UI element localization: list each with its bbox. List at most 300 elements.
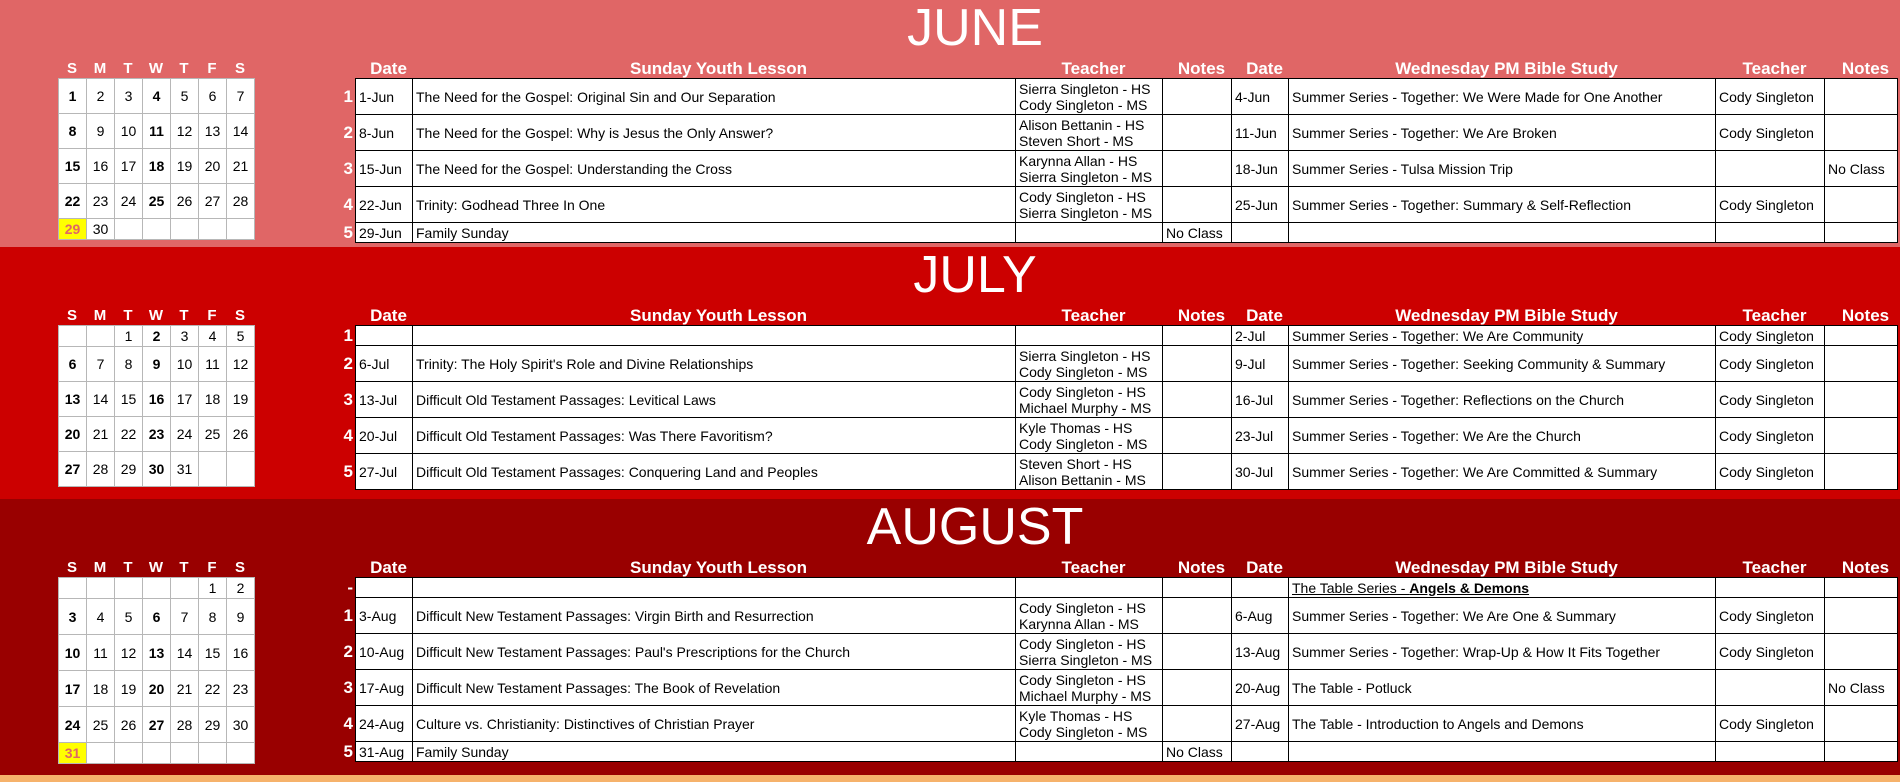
calendar-day: 20	[143, 671, 171, 707]
calendar-day: 15	[115, 382, 143, 417]
study-title: Summer Series - Together: We Are Broken	[1289, 115, 1716, 151]
calendar-day	[115, 743, 143, 764]
month-title: AUGUST	[866, 498, 1084, 556]
calendar-day	[115, 578, 143, 599]
calendar-week	[59, 382, 255, 417]
study-notes	[1825, 115, 1898, 151]
study-date	[1232, 578, 1289, 598]
lesson-teachers	[1016, 382, 1163, 418]
study-teacher	[1716, 742, 1825, 762]
schedule-row	[338, 223, 1898, 243]
teacher-name: Karynna Allan - HS	[1019, 152, 1138, 169]
lesson-date: 17-Aug	[356, 670, 413, 706]
lesson-date: 8-Jun	[356, 115, 413, 151]
lesson-title: Difficult Old Testament Passages: Levitical Laws	[413, 382, 1016, 418]
calendar-day	[87, 326, 115, 347]
row-number: 3	[343, 677, 353, 697]
calendar-day: 8	[199, 599, 227, 635]
lesson-title: The Need for the Gospel: Understanding the Cross	[413, 151, 1016, 187]
header-notes: Notes	[1177, 306, 1226, 325]
lesson-title	[413, 578, 1016, 598]
calendar-day	[143, 743, 171, 764]
study-date: 20-Aug	[1232, 670, 1289, 706]
lesson-teachers	[1016, 346, 1163, 382]
weekday-label: T	[123, 60, 133, 77]
study-date: 27-Aug	[1232, 706, 1289, 742]
calendar-day	[143, 578, 171, 599]
header-date: Date	[370, 306, 407, 325]
calendar-week	[59, 79, 255, 114]
weekday-label: W	[148, 60, 164, 77]
calendar-day: 31	[59, 743, 87, 764]
study-teacher: Cody Singleton	[1716, 382, 1825, 418]
teacher-name: Cody Singleton - HS	[1019, 188, 1146, 205]
calendar-day: 21	[87, 417, 115, 452]
row-number: 5	[343, 222, 353, 242]
lesson-date: 24-Aug	[356, 706, 413, 742]
calendar-day: 18	[87, 671, 115, 707]
weekday-label: M	[93, 60, 107, 77]
study-date: 2-Jul	[1232, 326, 1289, 346]
schedule-row	[338, 454, 1898, 490]
calendar-day	[171, 219, 199, 240]
study-date: 16-Jul	[1232, 382, 1289, 418]
june-section	[0, 0, 1900, 247]
lesson-date: 1-Jun	[356, 79, 413, 115]
weekday-label: M	[93, 307, 107, 324]
header-lesson: Sunday Youth Lesson	[630, 306, 807, 325]
study-date: 30-Jul	[1232, 454, 1289, 490]
lesson-notes	[1163, 151, 1232, 187]
calendar-week	[59, 578, 255, 599]
study-title: Summer Series - Together: Summary & Self-Reflection	[1289, 187, 1716, 223]
calendar-day	[143, 219, 171, 240]
lesson-teachers	[1016, 418, 1163, 454]
calendar-day	[59, 578, 87, 599]
calendar-day: 1	[199, 578, 227, 599]
calendar-day: 3	[59, 599, 87, 635]
calendar-day: 19	[227, 382, 255, 417]
calendar-day	[227, 452, 255, 487]
schedule-header	[338, 60, 1900, 78]
study-teacher: Cody Singleton	[1716, 418, 1825, 454]
study-notes	[1825, 326, 1898, 346]
study-title	[1289, 223, 1716, 243]
calendar-day: 22	[199, 671, 227, 707]
calendar-day: 27	[59, 452, 87, 487]
row-number: -	[347, 577, 353, 597]
calendar-day: 31	[171, 452, 199, 487]
calendar-day	[227, 743, 255, 764]
calendar-day: 16	[87, 149, 115, 184]
header-spacer	[338, 307, 360, 325]
study-notes	[1825, 742, 1898, 762]
lesson-teachers	[1016, 115, 1163, 151]
calendar-day	[199, 452, 227, 487]
calendar-day: 12	[227, 347, 255, 382]
schedule-row	[338, 187, 1898, 223]
study-teacher	[1716, 578, 1825, 598]
calendar-day: 16	[143, 382, 171, 417]
calendar-grid	[58, 325, 255, 487]
calendar-week	[59, 184, 255, 219]
calendar-day	[87, 743, 115, 764]
calendar-week	[59, 635, 255, 671]
teacher-name: Cody Singleton - HS	[1019, 635, 1146, 652]
study-date: 9-Jul	[1232, 346, 1289, 382]
weekday-label: F	[207, 559, 217, 576]
header-notes: Notes	[1177, 59, 1226, 78]
calendar-week	[59, 149, 255, 184]
calendar-day: 29	[115, 452, 143, 487]
teacher-name: Sierra Singleton - MS	[1019, 651, 1153, 668]
mini-calendar	[58, 60, 255, 240]
teacher-name: Cody Singleton - HS	[1019, 599, 1146, 616]
calendar-day: 21	[171, 671, 199, 707]
teacher-name: Kyle Thomas - HS	[1019, 707, 1133, 724]
study-date	[1232, 223, 1289, 243]
weekday-label: S	[234, 307, 245, 324]
study-date: 4-Jun	[1232, 79, 1289, 115]
row-number: 5	[343, 741, 353, 761]
lesson-title: Difficult New Testament Passages: The Book of Revelation	[413, 670, 1016, 706]
calendar-day: 29	[59, 219, 87, 240]
lesson-notes	[1163, 382, 1232, 418]
study-notes: No Class	[1825, 670, 1898, 706]
teacher-name: Steven Short - MS	[1019, 132, 1134, 149]
teacher-name: Steven Short - HS	[1019, 455, 1132, 472]
schedule-rows	[338, 78, 1898, 243]
calendar-day: 12	[171, 114, 199, 149]
schedule-row	[338, 670, 1898, 706]
calendar-day: 28	[227, 184, 255, 219]
calendar-day: 13	[199, 114, 227, 149]
lesson-title: The Need for the Gospel: Original Sin and Our Separation	[413, 79, 1016, 115]
header-lesson: Sunday Youth Lesson	[630, 59, 807, 78]
header-date: Date	[370, 558, 407, 577]
calendar-day: 2	[143, 326, 171, 347]
schedule-row	[338, 382, 1898, 418]
study-title: Summer Series - Together: We Are Community	[1289, 326, 1716, 346]
calendar-week	[59, 219, 255, 240]
study-notes	[1825, 79, 1898, 115]
teacher-name: Sierra Singleton - MS	[1019, 204, 1153, 221]
weekday-label: T	[179, 559, 189, 576]
lesson-date: 27-Jul	[356, 454, 413, 490]
calendar-day: 15	[59, 149, 87, 184]
study-series-title	[1292, 580, 1529, 596]
calendar-day: 18	[143, 149, 171, 184]
calendar-day: 28	[87, 452, 115, 487]
calendar-day: 25	[87, 707, 115, 743]
calendar-grid	[58, 577, 255, 764]
header-wdate: Date	[1246, 59, 1283, 78]
study-notes	[1825, 418, 1898, 454]
header-date: Date	[370, 59, 407, 78]
schedule-table	[338, 559, 1900, 762]
calendar-day: 17	[115, 149, 143, 184]
lesson-teachers	[1016, 670, 1163, 706]
header-lesson: Sunday Youth Lesson	[630, 558, 807, 577]
schedule-row	[338, 598, 1898, 634]
calendar-day: 3	[115, 79, 143, 114]
study-title: Summer Series - Tulsa Mission Trip	[1289, 151, 1716, 187]
calendar-day: 30	[87, 219, 115, 240]
calendar-day: 10	[115, 114, 143, 149]
calendar-day: 5	[171, 79, 199, 114]
calendar-week	[59, 707, 255, 743]
lesson-teachers	[1016, 79, 1163, 115]
calendar-day: 2	[227, 578, 255, 599]
teacher-name: Cody Singleton - MS	[1019, 435, 1148, 452]
study-teacher: Cody Singleton	[1716, 79, 1825, 115]
row-number: 4	[343, 713, 353, 733]
weekday-label: F	[207, 307, 217, 324]
calendar-week	[59, 452, 255, 487]
lesson-notes: No Class	[1163, 742, 1232, 762]
calendar-day: 30	[227, 707, 255, 743]
calendar-day: 27	[199, 184, 227, 219]
study-title: Summer Series - Together: We Are One & Summary	[1289, 598, 1716, 634]
study-date: 23-Jul	[1232, 418, 1289, 454]
calendar-grid	[58, 78, 255, 240]
study-notes	[1825, 578, 1898, 598]
lesson-notes	[1163, 115, 1232, 151]
weekday-label: F	[207, 60, 217, 77]
header-wnotes: Notes	[1841, 558, 1890, 577]
schedule-row	[338, 79, 1898, 115]
lesson-notes	[1163, 670, 1232, 706]
header-wteacher: Teacher	[1742, 306, 1807, 325]
calendar-day: 24	[115, 184, 143, 219]
study-date: 13-Aug	[1232, 634, 1289, 670]
calendar-day: 5	[115, 599, 143, 635]
teacher-name: Alison Bettanin - MS	[1019, 471, 1146, 488]
weekday-label: W	[148, 559, 164, 576]
july-section	[0, 247, 1900, 499]
study-series-name: Angels & Demons	[1409, 579, 1530, 596]
study-teacher: Cody Singleton	[1716, 326, 1825, 346]
calendar-day: 14	[171, 635, 199, 671]
calendar-week	[59, 743, 255, 764]
calendar-day: 15	[199, 635, 227, 671]
month-title: JULY	[913, 246, 1037, 304]
lesson-teachers	[1016, 578, 1163, 598]
calendar-weekday-header	[58, 559, 255, 577]
schedule-row	[338, 326, 1898, 346]
calendar-day: 1	[59, 79, 87, 114]
study-notes	[1825, 454, 1898, 490]
calendar-day	[59, 326, 87, 347]
teacher-name: Cody Singleton - MS	[1019, 723, 1148, 740]
study-series-prefix: The Table Series -	[1292, 579, 1410, 596]
calendar-day: 9	[143, 347, 171, 382]
calendar-day: 13	[59, 382, 87, 417]
study-title: Summer Series - Together: We Are Committed & Summary	[1289, 454, 1716, 490]
calendar-day: 24	[171, 417, 199, 452]
weekday-label: S	[66, 60, 77, 77]
schedule-row	[338, 346, 1898, 382]
lesson-notes: No Class	[1163, 223, 1232, 243]
study-teacher	[1716, 670, 1825, 706]
calendar-day: 4	[87, 599, 115, 635]
schedule-header	[338, 559, 1900, 577]
calendar-day: 5	[227, 326, 255, 347]
study-teacher: Cody Singleton	[1716, 634, 1825, 670]
study-notes	[1825, 223, 1898, 243]
schedule-row	[338, 418, 1898, 454]
lesson-date: 13-Jul	[356, 382, 413, 418]
lesson-teachers	[1016, 151, 1163, 187]
calendar-day: 10	[171, 347, 199, 382]
schedule-header	[338, 307, 1900, 325]
calendar-day: 9	[87, 114, 115, 149]
calendar-day: 20	[59, 417, 87, 452]
calendar-day: 11	[199, 347, 227, 382]
schedule-row	[338, 634, 1898, 670]
lesson-date: 31-Aug	[356, 742, 413, 762]
calendar-weekday-header	[58, 60, 255, 78]
teacher-name: Cody Singleton - MS	[1019, 363, 1148, 380]
calendar-day: 3	[171, 326, 199, 347]
header-wnotes: Notes	[1841, 306, 1890, 325]
teacher-name: Alison Bettanin - HS	[1019, 116, 1145, 133]
calendar-day: 23	[227, 671, 255, 707]
lesson-teachers	[1016, 223, 1163, 243]
calendar-day	[199, 219, 227, 240]
study-teacher	[1716, 223, 1825, 243]
lesson-title: Difficult Old Testament Passages: Was There Favoritism?	[413, 418, 1016, 454]
calendar-day: 22	[59, 184, 87, 219]
teacher-name: Cody Singleton - HS	[1019, 383, 1146, 400]
calendar-day: 9	[227, 599, 255, 635]
header-spacer	[338, 559, 360, 577]
calendar-day: 19	[171, 149, 199, 184]
row-number: 5	[343, 461, 353, 481]
lesson-date	[356, 326, 413, 346]
lesson-notes	[1163, 706, 1232, 742]
row-number: 1	[343, 325, 353, 345]
calendar-day: 7	[171, 599, 199, 635]
row-number: 4	[343, 425, 353, 445]
header-study: Wednesday PM Bible Study	[1395, 59, 1618, 78]
calendar-day: 18	[199, 382, 227, 417]
header-study: Wednesday PM Bible Study	[1395, 558, 1618, 577]
lesson-notes	[1163, 326, 1232, 346]
study-title: Summer Series - Together: Reflections on the Church	[1289, 382, 1716, 418]
study-notes	[1825, 382, 1898, 418]
lesson-date: 29-Jun	[356, 223, 413, 243]
calendar-day: 7	[87, 347, 115, 382]
study-notes	[1825, 346, 1898, 382]
calendar-day: 11	[87, 635, 115, 671]
lesson-teachers	[1016, 326, 1163, 346]
study-teacher: Cody Singleton	[1716, 187, 1825, 223]
calendar-day	[171, 578, 199, 599]
teacher-name: Sierra Singleton - MS	[1019, 168, 1153, 185]
schedule-rows	[338, 325, 1898, 490]
teacher-name: Michael Murphy - MS	[1019, 399, 1152, 416]
lesson-date: 22-Jun	[356, 187, 413, 223]
lesson-teachers	[1016, 187, 1163, 223]
calendar-day: 26	[171, 184, 199, 219]
row-number: 2	[343, 641, 353, 661]
calendar-day	[171, 743, 199, 764]
calendar-day: 27	[143, 707, 171, 743]
calendar-day: 28	[171, 707, 199, 743]
lesson-title: Difficult New Testament Passages: Virgin Birth and Resurrection	[413, 598, 1016, 634]
study-title: Summer Series - Together: We Were Made for One Another	[1289, 79, 1716, 115]
calendar-day: 30	[143, 452, 171, 487]
calendar-day: 19	[115, 671, 143, 707]
calendar-day: 24	[59, 707, 87, 743]
study-title	[1289, 578, 1716, 598]
lesson-notes	[1163, 578, 1232, 598]
calendar-day: 4	[199, 326, 227, 347]
calendar-week	[59, 599, 255, 635]
study-date: 18-Jun	[1232, 151, 1289, 187]
header-teacher: Teacher	[1061, 306, 1126, 325]
schedule-row	[338, 578, 1898, 598]
study-date: 25-Jun	[1232, 187, 1289, 223]
header-teacher: Teacher	[1061, 558, 1126, 577]
lesson-date: 20-Jul	[356, 418, 413, 454]
lesson-title: Culture vs. Christianity: Distinctives of Christian Prayer	[413, 706, 1016, 742]
teacher-name: Cody Singleton - HS	[1019, 671, 1146, 688]
calendar-day: 11	[143, 114, 171, 149]
header-wteacher: Teacher	[1742, 558, 1807, 577]
row-number: 2	[343, 353, 353, 373]
study-teacher	[1716, 151, 1825, 187]
month-title: JUNE	[907, 0, 1043, 57]
calendar-day: 17	[59, 671, 87, 707]
study-date: 6-Aug	[1232, 598, 1289, 634]
study-date	[1232, 742, 1289, 762]
calendar-day: 12	[115, 635, 143, 671]
header-wdate: Date	[1246, 558, 1283, 577]
study-date: 11-Jun	[1232, 115, 1289, 151]
lesson-notes	[1163, 346, 1232, 382]
weekday-label: T	[179, 307, 189, 324]
calendar-day	[199, 743, 227, 764]
header-wnotes: Notes	[1841, 59, 1890, 78]
calendar-day: 23	[87, 184, 115, 219]
lesson-notes	[1163, 79, 1232, 115]
row-number: 3	[343, 389, 353, 409]
mini-calendar	[58, 559, 255, 764]
calendar-week	[59, 114, 255, 149]
weekday-label: S	[66, 559, 77, 576]
calendar-day: 14	[87, 382, 115, 417]
teacher-name: Sierra Singleton - HS	[1019, 347, 1151, 364]
study-title	[1289, 742, 1716, 762]
weekday-label: W	[148, 307, 164, 324]
study-title: The Table - Potluck	[1289, 670, 1716, 706]
calendar-day: 26	[227, 417, 255, 452]
calendar-day: 22	[115, 417, 143, 452]
calendar-week	[59, 326, 255, 347]
calendar-day: 20	[199, 149, 227, 184]
lesson-title: Trinity: Godhead Three In One	[413, 187, 1016, 223]
calendar-day: 8	[59, 114, 87, 149]
study-title: Summer Series - Together: Wrap-Up & How It Fits Together	[1289, 634, 1716, 670]
calendar-day: 8	[115, 347, 143, 382]
study-notes: No Class	[1825, 151, 1898, 187]
schedule-row	[338, 151, 1898, 187]
weekday-label: M	[93, 559, 107, 576]
weekday-label: T	[179, 60, 189, 77]
calendar-week	[59, 417, 255, 452]
